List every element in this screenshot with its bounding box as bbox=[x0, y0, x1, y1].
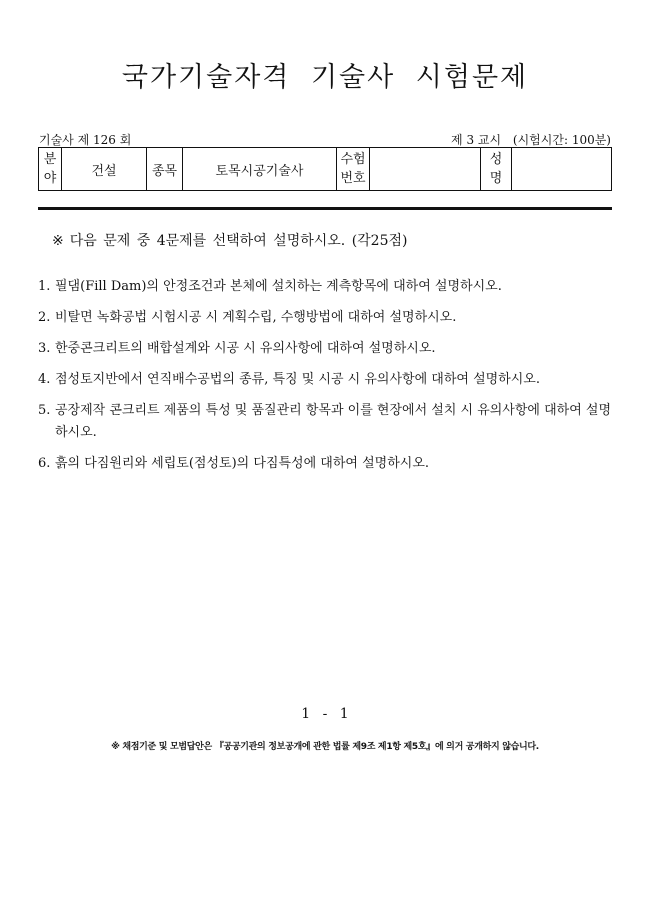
field-label-1: 분 bbox=[43, 152, 57, 167]
question-number: 2. bbox=[38, 310, 51, 325]
question-item bbox=[38, 369, 618, 391]
instruction-line bbox=[52, 230, 408, 250]
exam-round: 기술사 제 126 회 bbox=[39, 133, 132, 147]
field-value: 건설 bbox=[62, 148, 147, 191]
question-item bbox=[38, 338, 618, 360]
session-number: 제 3 교시 bbox=[451, 133, 502, 147]
name-label-2: 명 bbox=[489, 171, 503, 186]
page-number: 1 - 1 bbox=[301, 706, 349, 722]
question-text: 비탈면 녹화공법 시험시공 시 계획수립, 수행방법에 대하여 설명하시오. bbox=[55, 310, 457, 325]
question-item bbox=[38, 400, 618, 444]
question-item bbox=[38, 307, 618, 329]
category-label: 종목 bbox=[147, 148, 183, 191]
question-number: 4. bbox=[38, 372, 51, 387]
exam-number-label-cell bbox=[337, 148, 370, 191]
question-number: 5. bbox=[38, 403, 51, 418]
exam-info-table bbox=[38, 147, 612, 191]
reference-mark: ※ bbox=[52, 233, 64, 249]
exam-title: 국가기술자격 기술사 시험문제 bbox=[121, 62, 529, 93]
field-label-2: 야 bbox=[43, 171, 57, 186]
category-value: 토목시공기술사 bbox=[183, 148, 337, 191]
question-text: 필댐(Fill Dam)의 안정조건과 본체에 설치하는 계측항목에 대하여 설명하시오. bbox=[55, 279, 502, 294]
instruction-text: 다음 문제 중 4문제를 선택하여 설명하시오. (각25점) bbox=[69, 233, 408, 249]
name-field[interactable] bbox=[512, 148, 612, 191]
question-text: 공장제작 콘크리트 제품의 특성 및 품질관리 항목과 이를 현장에서 설치 시 유의사항에 대하여 설명하시오. bbox=[55, 403, 612, 440]
question-text: 점성토지반에서 연직배수공법의 종류, 특징 및 시공 시 유의사항에 대하여 설명하시오. bbox=[55, 372, 540, 387]
name-label-1: 성 bbox=[489, 152, 503, 167]
question-number: 6. bbox=[38, 456, 51, 471]
divider-rule bbox=[38, 207, 612, 210]
question-number: 1. bbox=[38, 279, 51, 294]
exam-number-field[interactable] bbox=[370, 148, 481, 191]
question-item bbox=[38, 453, 618, 475]
exam-number-label-2: 번호 bbox=[340, 171, 366, 186]
question-list bbox=[38, 276, 618, 484]
question-text: 한중콘크리트의 배합설계와 시공 시 유의사항에 대하여 설명하시오. bbox=[55, 341, 436, 356]
exam-number-label-1: 수험 bbox=[340, 152, 366, 167]
time-limit: (시험시간: 100분) bbox=[512, 133, 611, 147]
question-text: 흙의 다짐원리와 세립토(점성토)의 다짐특성에 대하여 설명하시오. bbox=[55, 456, 430, 471]
disclosure-note: ※ 채점기준 및 모범답안은 『공공기관의 정보공개에 관한 법률 제9조 제1항 제5호』에 의거 공개하지 않습니다. bbox=[111, 742, 539, 752]
field-label-cell bbox=[39, 148, 62, 191]
question-number: 3. bbox=[38, 341, 51, 356]
question-item bbox=[38, 276, 618, 298]
session-line bbox=[39, 131, 611, 148]
name-label-cell bbox=[481, 148, 512, 191]
